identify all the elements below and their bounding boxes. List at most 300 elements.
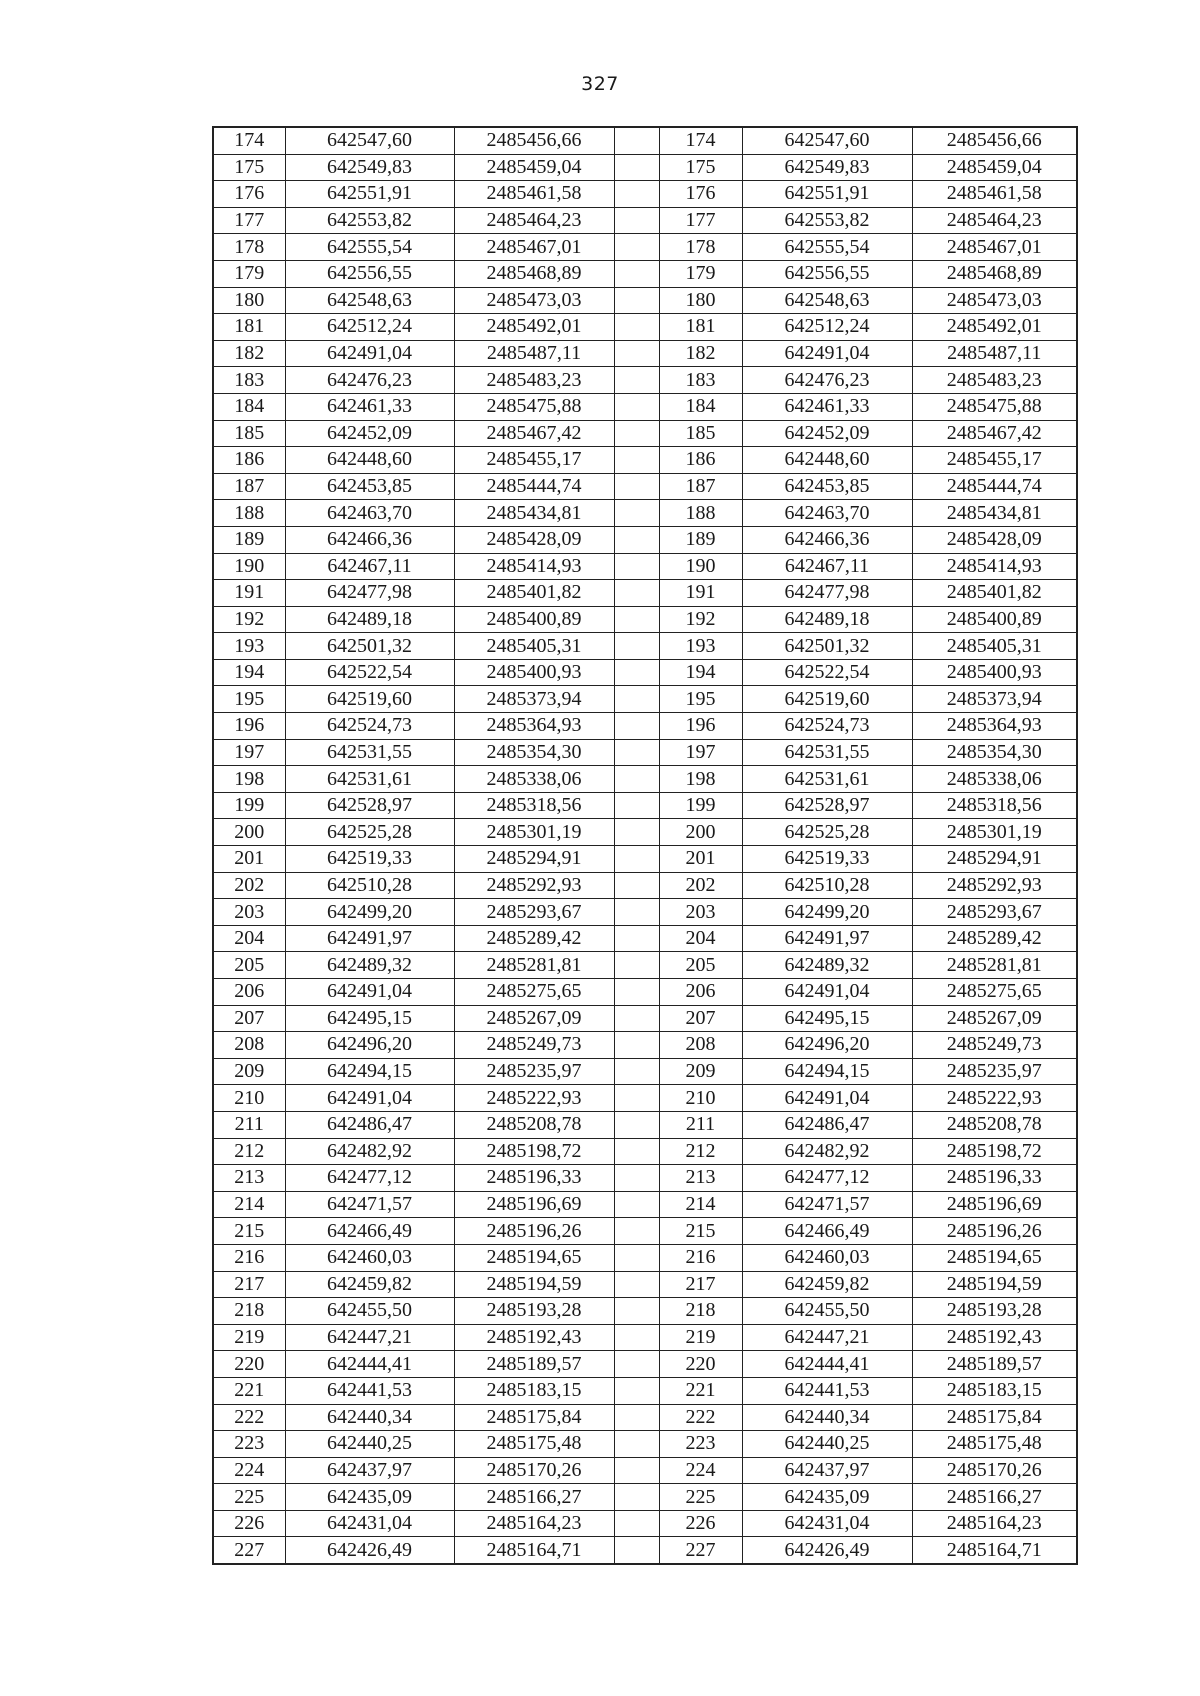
point-number-left: 195: [213, 686, 285, 713]
empty-separator-cell: [614, 925, 659, 952]
point-number-left: 227: [213, 1537, 285, 1564]
empty-separator-cell: [614, 393, 659, 420]
point-number-left: 177: [213, 207, 285, 234]
x-coordinate-right: 642494,15: [742, 1058, 912, 1085]
x-coordinate-right: 642461,33: [742, 393, 912, 420]
y-coordinate-left: 2485166,27: [454, 1484, 614, 1511]
x-coordinate-right: 642440,25: [742, 1431, 912, 1458]
empty-separator-cell: [614, 420, 659, 447]
empty-separator-cell: [614, 659, 659, 686]
point-number-left: 209: [213, 1058, 285, 1085]
y-coordinate-left: 2485338,06: [454, 766, 614, 793]
x-coordinate-right: 642467,11: [742, 553, 912, 580]
y-coordinate-right: 2485196,26: [912, 1218, 1077, 1245]
y-coordinate-right: 2485235,97: [912, 1058, 1077, 1085]
y-coordinate-left: 2485455,17: [454, 447, 614, 474]
x-coordinate-left: 642460,03: [285, 1244, 454, 1271]
x-coordinate-right: 642491,04: [742, 979, 912, 1006]
empty-separator-cell: [614, 580, 659, 607]
table-row: [213, 846, 1077, 873]
point-number-left: 208: [213, 1032, 285, 1059]
x-coordinate-left: 642491,97: [285, 925, 454, 952]
y-coordinate-right: 2485249,73: [912, 1032, 1077, 1059]
x-coordinate-left: 642522,54: [285, 659, 454, 686]
x-coordinate-left: 642441,53: [285, 1377, 454, 1404]
point-number-right: 177: [659, 207, 742, 234]
y-coordinate-left: 2485194,59: [454, 1271, 614, 1298]
x-coordinate-left: 642435,09: [285, 1484, 454, 1511]
y-coordinate-left: 2485492,01: [454, 314, 614, 341]
empty-separator-cell: [614, 1032, 659, 1059]
point-number-left: 180: [213, 287, 285, 314]
point-number-right: 192: [659, 606, 742, 633]
y-coordinate-left: 2485428,09: [454, 526, 614, 553]
x-coordinate-right: 642531,61: [742, 766, 912, 793]
y-coordinate-left: 2485444,74: [454, 473, 614, 500]
point-number-right: 219: [659, 1324, 742, 1351]
table-row: [213, 1404, 1077, 1431]
point-number-right: 205: [659, 952, 742, 979]
y-coordinate-right: 2485194,65: [912, 1244, 1077, 1271]
point-number-right: 217: [659, 1271, 742, 1298]
x-coordinate-left: 642491,04: [285, 340, 454, 367]
x-coordinate-right: 642466,49: [742, 1218, 912, 1245]
point-number-right: 199: [659, 792, 742, 819]
point-number-left: 196: [213, 713, 285, 740]
x-coordinate-left: 642486,47: [285, 1111, 454, 1138]
x-coordinate-left: 642553,82: [285, 207, 454, 234]
y-coordinate-left: 2485170,26: [454, 1457, 614, 1484]
y-coordinate-left: 2485196,33: [454, 1165, 614, 1192]
y-coordinate-right: 2485455,17: [912, 447, 1077, 474]
point-number-right: 187: [659, 473, 742, 500]
x-coordinate-left: 642440,25: [285, 1431, 454, 1458]
table-row: [213, 500, 1077, 527]
y-coordinate-left: 2485275,65: [454, 979, 614, 1006]
empty-separator-cell: [614, 633, 659, 660]
y-coordinate-left: 2485400,89: [454, 606, 614, 633]
y-coordinate-right: 2485289,42: [912, 925, 1077, 952]
x-coordinate-right: 642553,82: [742, 207, 912, 234]
table-row: [213, 1058, 1077, 1085]
x-coordinate-left: 642519,33: [285, 846, 454, 873]
table-row: [213, 1324, 1077, 1351]
point-number-left: 194: [213, 659, 285, 686]
point-number-right: 225: [659, 1484, 742, 1511]
empty-separator-cell: [614, 367, 659, 394]
table-row: [213, 1484, 1077, 1511]
table-row: [213, 1191, 1077, 1218]
point-number-left: 187: [213, 473, 285, 500]
page-number: 327: [581, 73, 619, 95]
x-coordinate-right: 642444,41: [742, 1351, 912, 1378]
x-coordinate-right: 642524,73: [742, 713, 912, 740]
point-number-left: 211: [213, 1111, 285, 1138]
table-row: [213, 473, 1077, 500]
point-number-right: 204: [659, 925, 742, 952]
empty-separator-cell: [614, 1138, 659, 1165]
point-number-right: 210: [659, 1085, 742, 1112]
y-coordinate-right: 2485301,19: [912, 819, 1077, 846]
empty-separator-cell: [614, 979, 659, 1006]
empty-separator-cell: [614, 154, 659, 181]
x-coordinate-right: 642491,97: [742, 925, 912, 952]
x-coordinate-right: 642447,21: [742, 1324, 912, 1351]
y-coordinate-left: 2485196,69: [454, 1191, 614, 1218]
empty-separator-cell: [614, 1537, 659, 1564]
x-coordinate-left: 642482,92: [285, 1138, 454, 1165]
point-number-left: 223: [213, 1431, 285, 1458]
x-coordinate-left: 642466,49: [285, 1218, 454, 1245]
x-coordinate-right: 642460,03: [742, 1244, 912, 1271]
y-coordinate-right: 2485401,82: [912, 580, 1077, 607]
x-coordinate-left: 642453,85: [285, 473, 454, 500]
point-number-right: 196: [659, 713, 742, 740]
y-coordinate-right: 2485208,78: [912, 1111, 1077, 1138]
y-coordinate-left: 2485222,93: [454, 1085, 614, 1112]
x-coordinate-left: 642476,23: [285, 367, 454, 394]
y-coordinate-left: 2485483,23: [454, 367, 614, 394]
point-number-left: 222: [213, 1404, 285, 1431]
x-coordinate-right: 642510,28: [742, 872, 912, 899]
x-coordinate-left: 642467,11: [285, 553, 454, 580]
x-coordinate-left: 642548,63: [285, 287, 454, 314]
point-number-right: 206: [659, 979, 742, 1006]
y-coordinate-left: 2485194,65: [454, 1244, 614, 1271]
point-number-left: 225: [213, 1484, 285, 1511]
y-coordinate-right: 2485318,56: [912, 792, 1077, 819]
table-row: [213, 633, 1077, 660]
x-coordinate-right: 642477,98: [742, 580, 912, 607]
empty-separator-cell: [614, 792, 659, 819]
x-coordinate-left: 642549,83: [285, 154, 454, 181]
point-number-right: 194: [659, 659, 742, 686]
x-coordinate-left: 642525,28: [285, 819, 454, 846]
point-number-right: 180: [659, 287, 742, 314]
y-coordinate-left: 2485175,84: [454, 1404, 614, 1431]
x-coordinate-left: 642496,20: [285, 1032, 454, 1059]
x-coordinate-left: 642452,09: [285, 420, 454, 447]
x-coordinate-left: 642551,91: [285, 181, 454, 208]
y-coordinate-right: 2485170,26: [912, 1457, 1077, 1484]
table-row: [213, 1138, 1077, 1165]
point-number-right: 183: [659, 367, 742, 394]
empty-separator-cell: [614, 500, 659, 527]
table-row: [213, 925, 1077, 952]
point-number-right: 184: [659, 393, 742, 420]
empty-separator-cell: [614, 1484, 659, 1511]
y-coordinate-right: 2485473,03: [912, 287, 1077, 314]
x-coordinate-left: 642459,82: [285, 1271, 454, 1298]
y-coordinate-right: 2485164,71: [912, 1537, 1077, 1564]
x-coordinate-right: 642519,33: [742, 846, 912, 873]
point-number-left: 193: [213, 633, 285, 660]
y-coordinate-right: 2485189,57: [912, 1351, 1077, 1378]
table-row: [213, 314, 1077, 341]
point-number-right: 182: [659, 340, 742, 367]
table-row: [213, 181, 1077, 208]
table-row: [213, 739, 1077, 766]
point-number-right: 224: [659, 1457, 742, 1484]
y-coordinate-right: 2485166,27: [912, 1484, 1077, 1511]
x-coordinate-left: 642491,04: [285, 979, 454, 1006]
x-coordinate-left: 642461,33: [285, 393, 454, 420]
empty-separator-cell: [614, 287, 659, 314]
x-coordinate-right: 642452,09: [742, 420, 912, 447]
point-number-left: 219: [213, 1324, 285, 1351]
empty-separator-cell: [614, 766, 659, 793]
point-number-right: 207: [659, 1005, 742, 1032]
point-number-left: 176: [213, 181, 285, 208]
x-coordinate-left: 642489,32: [285, 952, 454, 979]
x-coordinate-left: 642528,97: [285, 792, 454, 819]
point-number-left: 184: [213, 393, 285, 420]
y-coordinate-left: 2485164,23: [454, 1510, 614, 1537]
y-coordinate-right: 2485468,89: [912, 260, 1077, 287]
point-number-left: 205: [213, 952, 285, 979]
table-row: [213, 979, 1077, 1006]
point-number-right: 226: [659, 1510, 742, 1537]
x-coordinate-left: 642448,60: [285, 447, 454, 474]
y-coordinate-left: 2485414,93: [454, 553, 614, 580]
table-row: [213, 659, 1077, 686]
x-coordinate-right: 642528,97: [742, 792, 912, 819]
y-coordinate-left: 2485183,15: [454, 1377, 614, 1404]
table-row: [213, 526, 1077, 553]
x-coordinate-left: 642431,04: [285, 1510, 454, 1537]
point-number-left: 218: [213, 1298, 285, 1325]
y-coordinate-left: 2485164,71: [454, 1537, 614, 1564]
table-row: [213, 287, 1077, 314]
x-coordinate-left: 642426,49: [285, 1537, 454, 1564]
x-coordinate-right: 642437,97: [742, 1457, 912, 1484]
x-coordinate-left: 642519,60: [285, 686, 454, 713]
y-coordinate-left: 2485434,81: [454, 500, 614, 527]
x-coordinate-right: 642522,54: [742, 659, 912, 686]
table-row: [213, 234, 1077, 261]
y-coordinate-right: 2485196,69: [912, 1191, 1077, 1218]
table-row: [213, 1351, 1077, 1378]
x-coordinate-right: 642531,55: [742, 739, 912, 766]
table-row: [213, 154, 1077, 181]
point-number-right: 223: [659, 1431, 742, 1458]
point-number-left: 181: [213, 314, 285, 341]
table-row: [213, 1165, 1077, 1192]
table-row: [213, 1510, 1077, 1537]
table-row: [213, 819, 1077, 846]
x-coordinate-left: 642489,18: [285, 606, 454, 633]
y-coordinate-left: 2485208,78: [454, 1111, 614, 1138]
y-coordinate-left: 2485249,73: [454, 1032, 614, 1059]
table-row: [213, 1537, 1077, 1564]
point-number-right: 209: [659, 1058, 742, 1085]
table-row: [213, 606, 1077, 633]
point-number-left: 214: [213, 1191, 285, 1218]
y-coordinate-left: 2485475,88: [454, 393, 614, 420]
x-coordinate-right: 642448,60: [742, 447, 912, 474]
y-coordinate-right: 2485281,81: [912, 952, 1077, 979]
y-coordinate-right: 2485428,09: [912, 526, 1077, 553]
point-number-left: 182: [213, 340, 285, 367]
point-number-left: 202: [213, 872, 285, 899]
x-coordinate-right: 642455,50: [742, 1298, 912, 1325]
empty-separator-cell: [614, 952, 659, 979]
empty-separator-cell: [614, 1271, 659, 1298]
y-coordinate-left: 2485289,42: [454, 925, 614, 952]
point-number-right: 179: [659, 260, 742, 287]
x-coordinate-left: 642455,50: [285, 1298, 454, 1325]
empty-separator-cell: [614, 1431, 659, 1458]
point-number-left: 189: [213, 526, 285, 553]
empty-separator-cell: [614, 1404, 659, 1431]
table-row: [213, 127, 1077, 154]
x-coordinate-right: 642512,24: [742, 314, 912, 341]
x-coordinate-left: 642471,57: [285, 1191, 454, 1218]
x-coordinate-right: 642466,36: [742, 526, 912, 553]
point-number-left: 198: [213, 766, 285, 793]
x-coordinate-left: 642447,21: [285, 1324, 454, 1351]
point-number-left: 183: [213, 367, 285, 394]
y-coordinate-right: 2485405,31: [912, 633, 1077, 660]
empty-separator-cell: [614, 606, 659, 633]
y-coordinate-right: 2485198,72: [912, 1138, 1077, 1165]
table-row: [213, 260, 1077, 287]
y-coordinate-left: 2485473,03: [454, 287, 614, 314]
point-number-right: 200: [659, 819, 742, 846]
y-coordinate-right: 2485354,30: [912, 739, 1077, 766]
point-number-right: 218: [659, 1298, 742, 1325]
y-coordinate-right: 2485192,43: [912, 1324, 1077, 1351]
x-coordinate-left: 642494,15: [285, 1058, 454, 1085]
point-number-right: 215: [659, 1218, 742, 1245]
empty-separator-cell: [614, 1058, 659, 1085]
empty-separator-cell: [614, 739, 659, 766]
point-number-left: 215: [213, 1218, 285, 1245]
x-coordinate-left: 642556,55: [285, 260, 454, 287]
y-coordinate-right: 2485483,23: [912, 367, 1077, 394]
table-row: [213, 367, 1077, 394]
y-coordinate-right: 2485275,65: [912, 979, 1077, 1006]
x-coordinate-left: 642524,73: [285, 713, 454, 740]
point-number-left: 224: [213, 1457, 285, 1484]
empty-separator-cell: [614, 1298, 659, 1325]
table-row: [213, 447, 1077, 474]
point-number-right: 208: [659, 1032, 742, 1059]
y-coordinate-left: 2485459,04: [454, 154, 614, 181]
y-coordinate-left: 2485198,72: [454, 1138, 614, 1165]
x-coordinate-left: 642510,28: [285, 872, 454, 899]
y-coordinate-left: 2485192,43: [454, 1324, 614, 1351]
x-coordinate-right: 642489,18: [742, 606, 912, 633]
table-row: [213, 872, 1077, 899]
y-coordinate-left: 2485364,93: [454, 713, 614, 740]
point-number-right: 227: [659, 1537, 742, 1564]
empty-separator-cell: [614, 686, 659, 713]
empty-separator-cell: [614, 1218, 659, 1245]
y-coordinate-left: 2485175,48: [454, 1431, 614, 1458]
y-coordinate-right: 2485467,01: [912, 234, 1077, 261]
empty-separator-cell: [614, 1510, 659, 1537]
x-coordinate-left: 642463,70: [285, 500, 454, 527]
point-number-left: 191: [213, 580, 285, 607]
y-coordinate-left: 2485293,67: [454, 899, 614, 926]
point-number-left: 226: [213, 1510, 285, 1537]
y-coordinate-right: 2485364,93: [912, 713, 1077, 740]
y-coordinate-left: 2485487,11: [454, 340, 614, 367]
x-coordinate-right: 642477,12: [742, 1165, 912, 1192]
point-number-right: 197: [659, 739, 742, 766]
table-row: [213, 899, 1077, 926]
point-number-right: 176: [659, 181, 742, 208]
y-coordinate-left: 2485467,01: [454, 234, 614, 261]
x-coordinate-right: 642471,57: [742, 1191, 912, 1218]
y-coordinate-right: 2485400,89: [912, 606, 1077, 633]
empty-separator-cell: [614, 1191, 659, 1218]
x-coordinate-right: 642548,63: [742, 287, 912, 314]
y-coordinate-right: 2485487,11: [912, 340, 1077, 367]
y-coordinate-right: 2485194,59: [912, 1271, 1077, 1298]
y-coordinate-left: 2485461,58: [454, 181, 614, 208]
point-number-right: 189: [659, 526, 742, 553]
table-row: [213, 1005, 1077, 1032]
x-coordinate-right: 642519,60: [742, 686, 912, 713]
point-number-left: 200: [213, 819, 285, 846]
y-coordinate-right: 2485467,42: [912, 420, 1077, 447]
empty-separator-cell: [614, 340, 659, 367]
point-number-left: 221: [213, 1377, 285, 1404]
empty-separator-cell: [614, 846, 659, 873]
x-coordinate-right: 642489,32: [742, 952, 912, 979]
x-coordinate-right: 642491,04: [742, 340, 912, 367]
x-coordinate-right: 642556,55: [742, 260, 912, 287]
y-coordinate-right: 2485175,48: [912, 1431, 1077, 1458]
empty-separator-cell: [614, 1111, 659, 1138]
point-number-left: 190: [213, 553, 285, 580]
y-coordinate-right: 2485400,93: [912, 659, 1077, 686]
empty-separator-cell: [614, 872, 659, 899]
point-number-left: 197: [213, 739, 285, 766]
point-number-left: 199: [213, 792, 285, 819]
point-number-right: 202: [659, 872, 742, 899]
y-coordinate-right: 2485196,33: [912, 1165, 1077, 1192]
point-number-right: 198: [659, 766, 742, 793]
x-coordinate-right: 642491,04: [742, 1085, 912, 1112]
x-coordinate-right: 642482,92: [742, 1138, 912, 1165]
point-number-right: 195: [659, 686, 742, 713]
y-coordinate-left: 2485235,97: [454, 1058, 614, 1085]
y-coordinate-right: 2485338,06: [912, 766, 1077, 793]
point-number-left: 210: [213, 1085, 285, 1112]
point-number-right: 191: [659, 580, 742, 607]
x-coordinate-left: 642547,60: [285, 127, 454, 154]
y-coordinate-left: 2485318,56: [454, 792, 614, 819]
point-number-right: 213: [659, 1165, 742, 1192]
x-coordinate-left: 642444,41: [285, 1351, 454, 1378]
point-number-right: 222: [659, 1404, 742, 1431]
y-coordinate-right: 2485414,93: [912, 553, 1077, 580]
empty-separator-cell: [614, 899, 659, 926]
point-number-right: 211: [659, 1111, 742, 1138]
y-coordinate-left: 2485354,30: [454, 739, 614, 766]
y-coordinate-right: 2485461,58: [912, 181, 1077, 208]
point-number-right: 203: [659, 899, 742, 926]
y-coordinate-right: 2485444,74: [912, 473, 1077, 500]
empty-separator-cell: [614, 473, 659, 500]
empty-separator-cell: [614, 181, 659, 208]
point-number-left: 207: [213, 1005, 285, 1032]
x-coordinate-right: 642501,32: [742, 633, 912, 660]
empty-separator-cell: [614, 127, 659, 154]
